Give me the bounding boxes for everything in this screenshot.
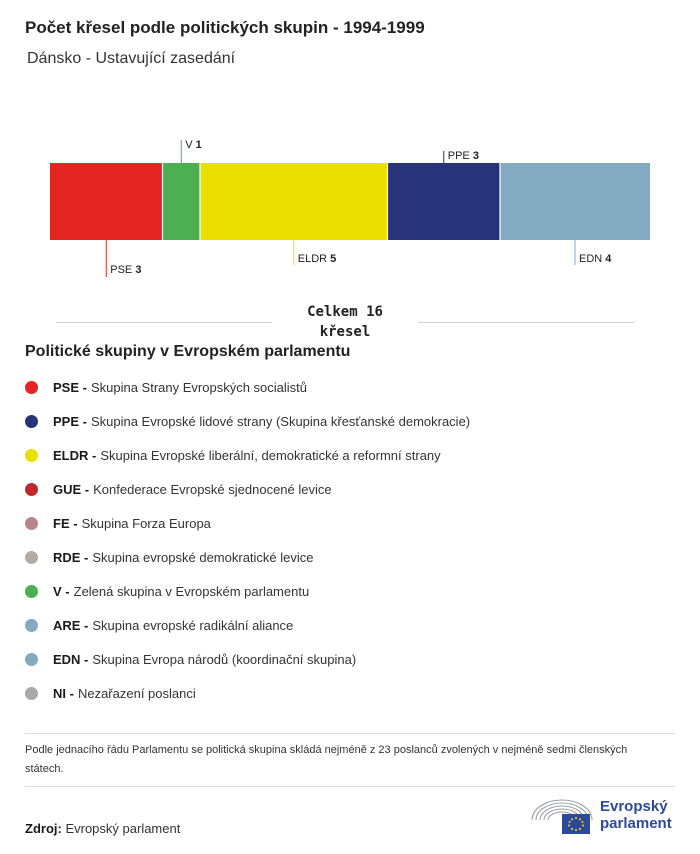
segment-label-ppe [448,150,479,162]
logo-line-1: Evropský [600,798,668,815]
segment-value: 1 [195,139,202,151]
legend-name: Nezařazení poslanci [77,685,196,701]
legend-item [25,472,470,506]
segment-abbr: PPE [447,150,473,162]
bar-segment-ppe [388,163,501,240]
legend-name: Skupina Strany Evropských socialistů [90,379,308,395]
legend-dot-icon [25,687,38,700]
legend-abbr: PPE - [53,413,87,429]
logo-text [600,798,672,832]
legend-item [25,404,470,438]
legend-abbr: PSE - [53,379,87,395]
legend-dot-icon [25,415,38,428]
legend-name: Konfederace Evropské sjednocené levice [93,481,332,497]
total-seats-unit: křesel [319,324,371,340]
footnote: Podle jednacího řádu Parlamentu se politická skupina skládá nejméně z 23 poslanců zvolených v nejméně sedmi členských státech. [25,744,628,775]
segment-abbr: EDN [579,253,606,265]
legend-item [25,608,470,642]
legend-item [25,370,470,404]
legend-name: Skupina evropské demokratické levice [92,549,314,565]
segment-value: 5 [330,253,337,265]
legend-item [25,438,470,472]
legend-dot-icon [25,619,38,632]
legend-abbr: ARE - [53,617,89,633]
divider-bottom [25,786,675,787]
segment-abbr: PSE [110,264,136,276]
hemicycle-eu-flag-icon [528,796,596,836]
segment-label-eldr [298,253,337,265]
legend-abbr: NI - [53,685,74,701]
legend-title: Politické skupiny v Evropském parlamentu [25,343,351,360]
legend-item [25,574,470,608]
ep-logo [528,794,678,838]
legend-dot-icon [25,551,38,564]
page-subtitle: Dánsko - Ustavující zasedání [27,50,236,67]
total-seats: Celkem 16 [307,304,383,320]
legend-dot-icon [25,653,38,666]
seat-chart [0,130,700,285]
legend [25,370,470,710]
legend-abbr: RDE - [53,549,89,565]
divider-top [25,733,675,734]
legend-dot-icon [25,449,38,462]
bar-segment-eldr [200,163,388,240]
legend-abbr: FE - [53,515,78,531]
legend-abbr: GUE - [53,481,90,497]
legend-name: Skupina Evropské lidové strany (Skupina křesťanské demokracie) [90,413,471,429]
legend-item [25,642,470,676]
segment-value: 3 [472,150,479,162]
bar-segment-v [163,163,201,240]
bar-segment-pse [50,163,163,240]
legend-item [25,676,470,710]
logo-line-2: parlament [600,815,672,832]
total-label [56,302,634,342]
legend-name: Skupina Forza Europa [81,515,211,531]
legend-name: Skupina Evropa národů (koordinační skupina) [92,651,357,667]
source-line [25,821,180,836]
segment-label-edn [579,253,612,265]
segment-label-pse [110,264,141,276]
segment-value: 3 [135,264,142,276]
seat-total [56,300,634,344]
legend-abbr: EDN - [53,651,89,667]
segment-label-v [185,139,202,151]
legend-item [25,540,470,574]
legend-abbr: ELDR - [53,447,97,463]
segment-abbr: V [185,139,196,151]
legend-abbr: V - [53,583,70,599]
legend-dot-icon [25,517,38,530]
source-label: Zdroj: [25,821,62,836]
segment-value: 4 [605,253,612,265]
bar-segment-edn [500,163,650,240]
legend-dot-icon [25,483,38,496]
segment-abbr: ELDR [297,253,331,265]
legend-item [25,506,470,540]
legend-name: Zelená skupina v Evropském parlamentu [73,583,310,599]
legend-dot-icon [25,585,38,598]
legend-name: Skupina evropské radikální aliance [92,617,294,633]
page-title: Počet křesel podle politických skupin - 1994-1999 [25,18,425,37]
legend-name: Skupina Evropské liberální, demokratické a reformní strany [100,447,441,463]
source-value: Evropský parlament [65,821,181,836]
legend-dot-icon [25,381,38,394]
